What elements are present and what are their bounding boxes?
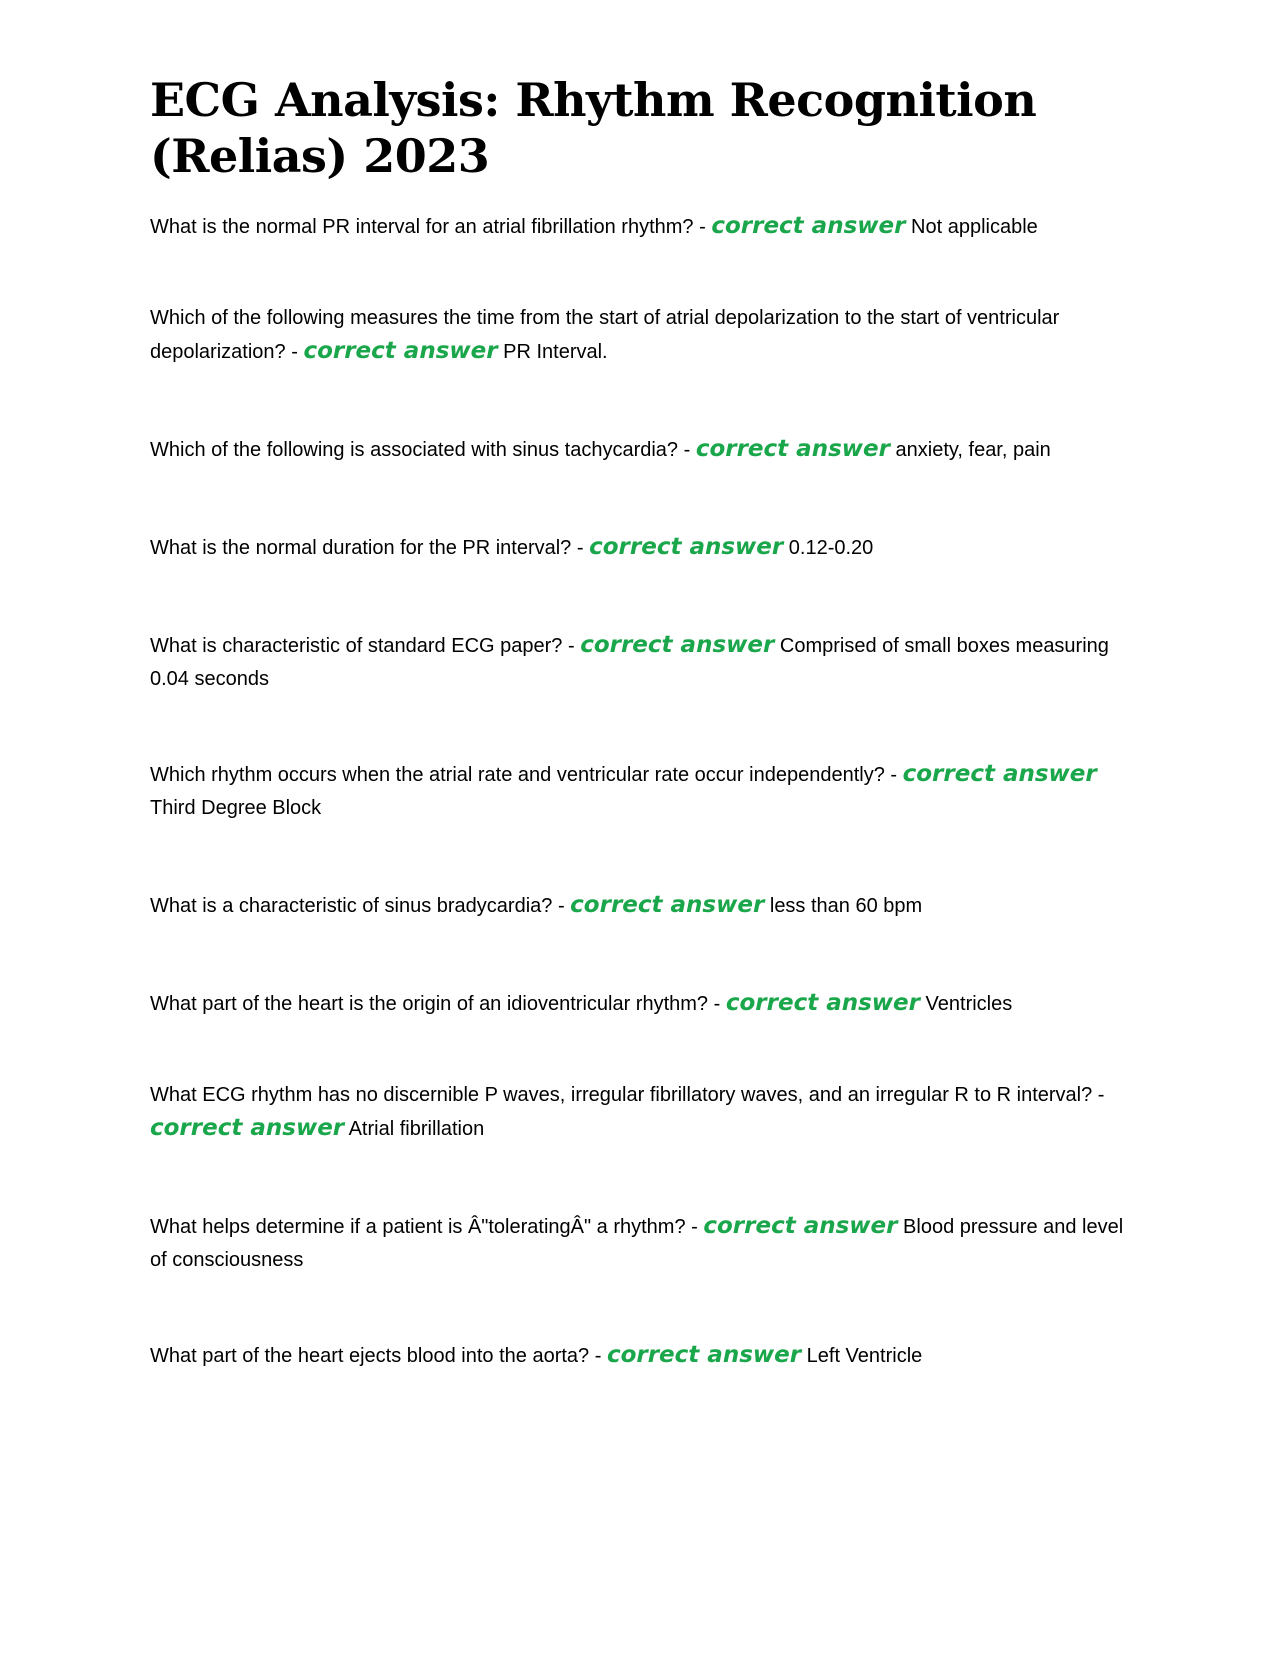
correct-answer-label: correct answer bbox=[303, 338, 498, 364]
qa-item bbox=[150, 629, 1130, 696]
question-text: What part of the heart is the origin of an idioventricular rhythm? - bbox=[150, 993, 726, 1015]
qa-item bbox=[150, 889, 1130, 923]
qa-list bbox=[150, 210, 1130, 1373]
correct-answer-label: correct answer bbox=[580, 632, 775, 658]
answer-text: anxiety, fear, pain bbox=[889, 439, 1051, 461]
qa-item bbox=[150, 1339, 1130, 1373]
document-title: ECG Analysis: Rhythm Recognition (Relias) 2023 bbox=[150, 73, 1037, 183]
qa-item bbox=[150, 1079, 1130, 1146]
answer-text: Comprised of small boxes measuring 0.04 seconds bbox=[150, 635, 1109, 690]
correct-answer-label: correct answer bbox=[589, 534, 784, 560]
question-text: What part of the heart ejects blood into the aorta? - bbox=[150, 1345, 607, 1367]
qa-item bbox=[150, 987, 1130, 1021]
answer-text: Ventricles bbox=[919, 993, 1013, 1015]
answer-text: 0.12-0.20 bbox=[783, 537, 874, 559]
qa-item bbox=[150, 758, 1130, 825]
qa-item bbox=[150, 210, 1130, 244]
answer-text: Blood pressure and level of consciousness bbox=[150, 1216, 1124, 1271]
answer-text: Third Degree Block bbox=[150, 797, 322, 819]
question-text: What is a characteristic of sinus bradycardia? - bbox=[150, 895, 571, 917]
correct-answer-label: correct answer bbox=[695, 436, 890, 462]
correct-answer-label: correct answer bbox=[606, 1342, 802, 1368]
answer-text: Atrial fibrillation bbox=[344, 1118, 485, 1140]
qa-item bbox=[150, 302, 1130, 369]
document-page bbox=[150, 72, 1130, 1373]
question-text: What is the normal duration for the PR interval? - bbox=[150, 537, 590, 559]
question-text: What ECG rhythm has no discernible P waves, irregular fibrillatory waves, and an irregular R to R interval? - bbox=[150, 1084, 1105, 1106]
question-text: What is characteristic of standard ECG paper? - bbox=[150, 635, 581, 657]
qa-item bbox=[150, 433, 1130, 467]
correct-answer-label: correct answer bbox=[703, 1213, 898, 1239]
correct-answer-label: correct answer bbox=[150, 1115, 345, 1141]
question-text: What is the normal PR interval for an atrial fibrillation rhythm? - bbox=[150, 216, 712, 238]
correct-answer-label: correct answer bbox=[902, 761, 1097, 787]
answer-text: less than 60 bpm bbox=[764, 895, 923, 917]
correct-answer-label: correct answer bbox=[711, 213, 906, 239]
question-text: What helps determine if a patient is Â"toleratingÂ" a rhythm? - bbox=[150, 1216, 704, 1238]
answer-text: PR Interval. bbox=[497, 341, 608, 363]
question-text: Which of the following measures the time from the start of atrial depolarization to the start of ventricular depolarization? - bbox=[150, 307, 1060, 363]
correct-answer-label: correct answer bbox=[725, 990, 920, 1016]
qa-item bbox=[150, 1210, 1130, 1277]
correct-answer-label: correct answer bbox=[570, 892, 765, 918]
question-text: Which of the following is associated with sinus tachycardia? - bbox=[150, 439, 696, 461]
answer-text: Left Ventricle bbox=[801, 1345, 923, 1367]
question-text: Which rhythm occurs when the atrial rate and ventricular rate occur independently? - bbox=[150, 764, 903, 786]
answer-text: Not applicable bbox=[905, 216, 1038, 238]
qa-item bbox=[150, 531, 1130, 565]
